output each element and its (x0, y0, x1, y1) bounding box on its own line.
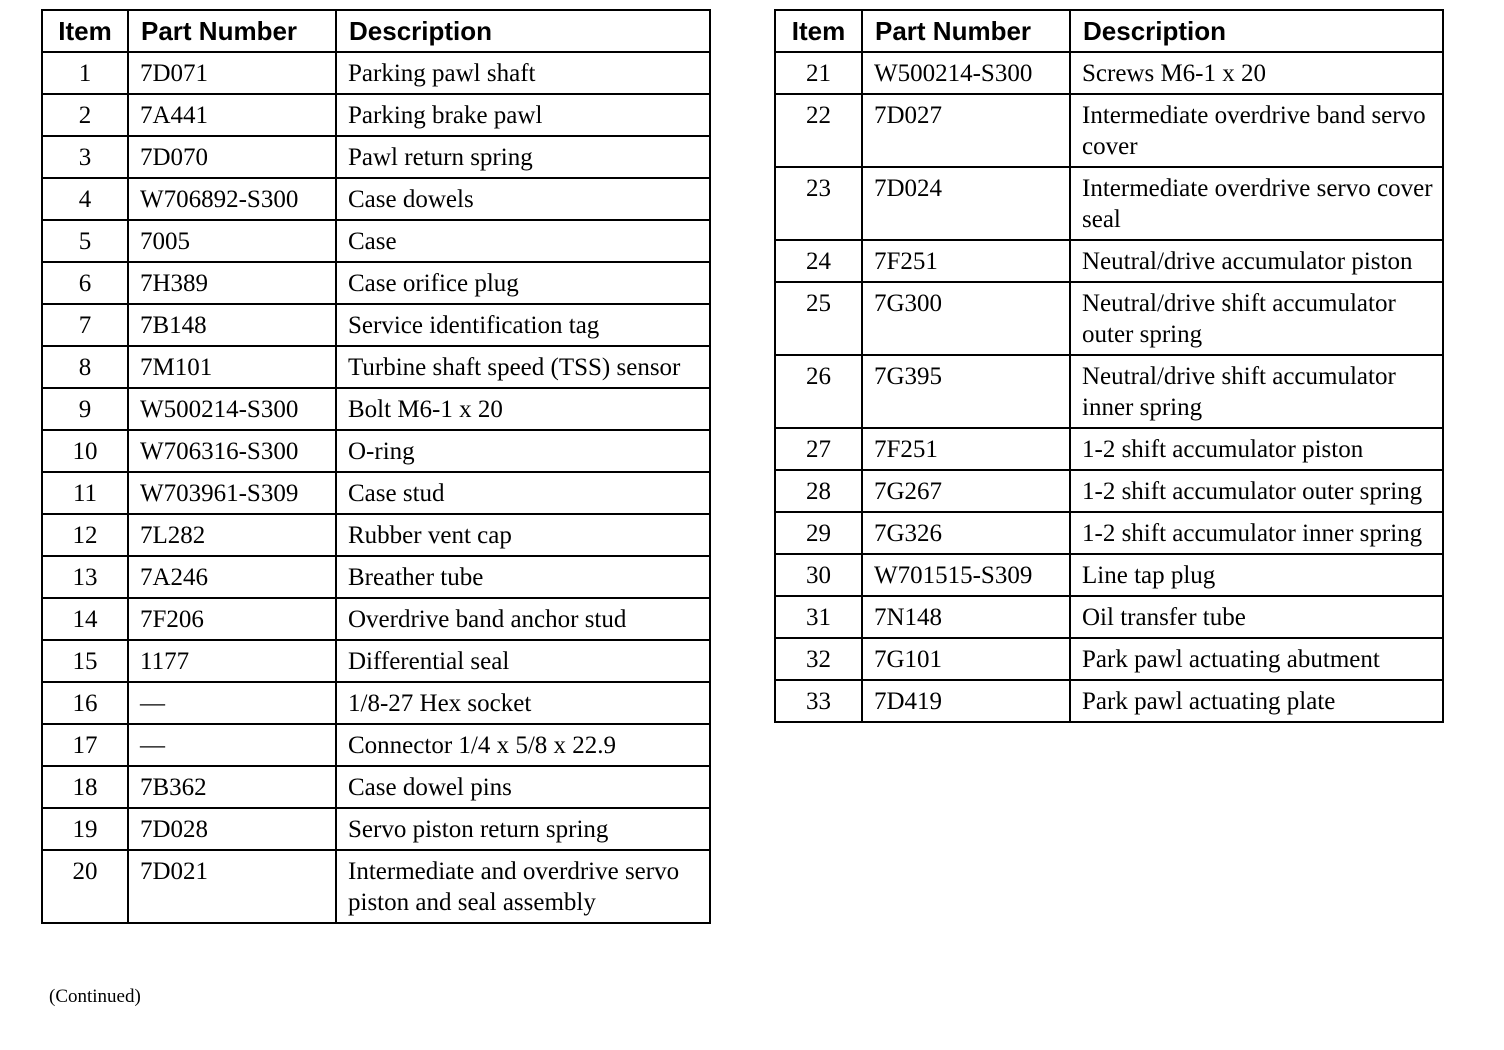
header-description: Description (336, 10, 710, 52)
table-row (775, 680, 1443, 722)
item-number: 17 (42, 724, 128, 766)
description: Case orifice plug (336, 262, 710, 304)
part-number: 7A441 (128, 94, 336, 136)
table-row (775, 240, 1443, 282)
item-number: 28 (775, 470, 862, 512)
item-number: 1 (42, 52, 128, 94)
table-row (42, 472, 710, 514)
header-description: Description (1070, 10, 1443, 52)
table-row (42, 52, 710, 94)
part-number: W706892-S300 (128, 178, 336, 220)
item-number: 8 (42, 346, 128, 388)
table-row (775, 596, 1443, 638)
part-number: 7N148 (862, 596, 1070, 638)
description: Breather tube (336, 556, 710, 598)
item-number: 30 (775, 554, 862, 596)
part-number: — (128, 682, 336, 724)
table-row (42, 136, 710, 178)
table-row (775, 554, 1443, 596)
description: 1-2 shift accumulator piston (1070, 428, 1443, 470)
item-number: 11 (42, 472, 128, 514)
header-item: Item (42, 10, 128, 52)
part-number: W703961-S309 (128, 472, 336, 514)
part-number: 7D027 (862, 94, 1070, 167)
item-number: 25 (775, 282, 862, 355)
part-number: 7005 (128, 220, 336, 262)
part-number: 7G300 (862, 282, 1070, 355)
description: Connector 1/4 x 5/8 x 22.9 (336, 724, 710, 766)
part-number: W500214-S300 (128, 388, 336, 430)
item-number: 7 (42, 304, 128, 346)
description: 1-2 shift accumulator outer spring (1070, 470, 1443, 512)
item-number: 29 (775, 512, 862, 554)
description: Intermediate and overdrive servo piston and seal assembly (336, 850, 710, 923)
description: Case stud (336, 472, 710, 514)
item-number: 23 (775, 167, 862, 240)
description: 1/8-27 Hex socket (336, 682, 710, 724)
description: Case (336, 220, 710, 262)
table-row (775, 282, 1443, 355)
item-number: 32 (775, 638, 862, 680)
table-row (42, 808, 710, 850)
item-number: 24 (775, 240, 862, 282)
table-row (775, 428, 1443, 470)
item-number: 16 (42, 682, 128, 724)
part-number: W500214-S300 (862, 52, 1070, 94)
item-number: 19 (42, 808, 128, 850)
table-row (775, 52, 1443, 94)
table-row (42, 220, 710, 262)
item-number: 26 (775, 355, 862, 428)
parts-table-left (41, 9, 711, 924)
continued-note: (Continued) (49, 986, 141, 1007)
table-row (42, 724, 710, 766)
description: Differential seal (336, 640, 710, 682)
item-number: 12 (42, 514, 128, 556)
part-number: 7F251 (862, 428, 1070, 470)
parts-table-right (774, 9, 1444, 723)
item-number: 27 (775, 428, 862, 470)
description: Turbine shaft speed (TSS) sensor (336, 346, 710, 388)
table-row (775, 355, 1443, 428)
header-part-number: Part Number (128, 10, 336, 52)
description: 1-2 shift accumulator inner spring (1070, 512, 1443, 554)
description: Park pawl actuating plate (1070, 680, 1443, 722)
description: Servo piston return spring (336, 808, 710, 850)
table-header-row (775, 10, 1443, 52)
table-row (42, 556, 710, 598)
description: Pawl return spring (336, 136, 710, 178)
description: Line tap plug (1070, 554, 1443, 596)
part-number: W701515-S309 (862, 554, 1070, 596)
description: Parking pawl shaft (336, 52, 710, 94)
table-row (42, 850, 710, 923)
table-row (42, 640, 710, 682)
part-number: 7G101 (862, 638, 1070, 680)
item-number: 9 (42, 388, 128, 430)
description: Overdrive band anchor stud (336, 598, 710, 640)
table-row (775, 167, 1443, 240)
item-number: 22 (775, 94, 862, 167)
description: Park pawl actuating abutment (1070, 638, 1443, 680)
header-part-number: Part Number (862, 10, 1070, 52)
item-number: 31 (775, 596, 862, 638)
table-row (42, 388, 710, 430)
table-row (42, 514, 710, 556)
table-row (775, 638, 1443, 680)
part-number: — (128, 724, 336, 766)
table-row (42, 682, 710, 724)
description: O-ring (336, 430, 710, 472)
item-number: 5 (42, 220, 128, 262)
header-item: Item (775, 10, 862, 52)
description: Case dowel pins (336, 766, 710, 808)
part-number: 7G267 (862, 470, 1070, 512)
part-number: 7D419 (862, 680, 1070, 722)
description: Intermediate overdrive band servo cover (1070, 94, 1443, 167)
item-number: 14 (42, 598, 128, 640)
part-number: 7D021 (128, 850, 336, 923)
table-header-row (42, 10, 710, 52)
table-row (42, 178, 710, 220)
table-row (775, 470, 1443, 512)
part-number: 7G326 (862, 512, 1070, 554)
table-row (42, 766, 710, 808)
description: Oil transfer tube (1070, 596, 1443, 638)
description: Screws M6-1 x 20 (1070, 52, 1443, 94)
table-row (42, 598, 710, 640)
item-number: 2 (42, 94, 128, 136)
table-row (42, 346, 710, 388)
part-number: 7F206 (128, 598, 336, 640)
part-number: 7D071 (128, 52, 336, 94)
table-row (775, 94, 1443, 167)
item-number: 13 (42, 556, 128, 598)
description: Rubber vent cap (336, 514, 710, 556)
part-number: 7D070 (128, 136, 336, 178)
part-number: 7F251 (862, 240, 1070, 282)
item-number: 10 (42, 430, 128, 472)
description: Case dowels (336, 178, 710, 220)
table-row (42, 262, 710, 304)
part-number: 7H389 (128, 262, 336, 304)
part-number: 7G395 (862, 355, 1070, 428)
description: Parking brake pawl (336, 94, 710, 136)
description: Bolt M6-1 x 20 (336, 388, 710, 430)
part-number: 7D024 (862, 167, 1070, 240)
description: Intermediate overdrive servo cover seal (1070, 167, 1443, 240)
table-row (775, 512, 1443, 554)
item-number: 4 (42, 178, 128, 220)
item-number: 18 (42, 766, 128, 808)
table-row (42, 94, 710, 136)
description: Neutral/drive shift accumulator outer spring (1070, 282, 1443, 355)
part-number: 7D028 (128, 808, 336, 850)
part-number: 1177 (128, 640, 336, 682)
part-number: 7B362 (128, 766, 336, 808)
part-number: 7M101 (128, 346, 336, 388)
part-number: W706316-S300 (128, 430, 336, 472)
item-number: 6 (42, 262, 128, 304)
item-number: 33 (775, 680, 862, 722)
description: Neutral/drive accumulator piston (1070, 240, 1443, 282)
part-number: 7B148 (128, 304, 336, 346)
part-number: 7L282 (128, 514, 336, 556)
item-number: 21 (775, 52, 862, 94)
item-number: 20 (42, 850, 128, 923)
description: Neutral/drive shift accumulator inner spring (1070, 355, 1443, 428)
description: Service identification tag (336, 304, 710, 346)
table-row (42, 430, 710, 472)
item-number: 15 (42, 640, 128, 682)
part-number: 7A246 (128, 556, 336, 598)
item-number: 3 (42, 136, 128, 178)
table-row (42, 304, 710, 346)
